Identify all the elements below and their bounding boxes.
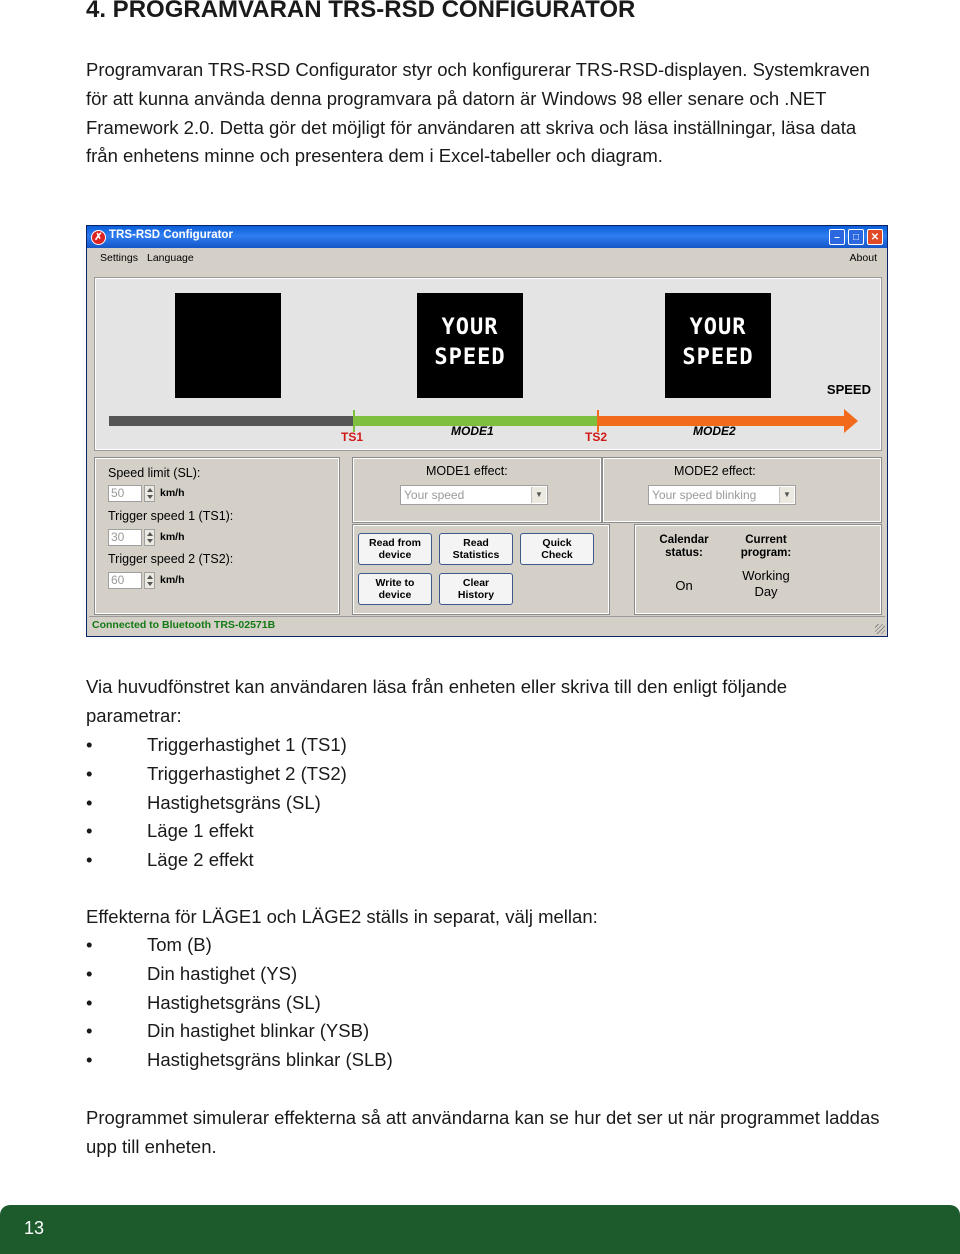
ts2-marker: TS2 [585,430,608,444]
effects-paragraph: Effekterna för LÄGE1 och LÄGE2 ställs in separat, välj mellan: [86,906,598,927]
ts2-spinner[interactable] [144,572,155,589]
speed-axis-label: SPEED [826,382,871,397]
mode2-effect-value: Your speed blinking [652,488,757,502]
bullet-icon: • [86,991,93,1013]
maximize-icon[interactable]: □ [848,229,864,245]
menu-about[interactable]: About [849,252,877,264]
speed-limit-unit: km/h [160,487,185,499]
page-heading: 4. PROGRAMVARAN TRS-RSD CONFIGURATOR [86,0,636,23]
ts1-label: Trigger speed 1 (TS1): [108,509,234,523]
bullet-icon: • [86,849,93,871]
display-text-line1: YOUR [689,315,747,340]
calendar-status-label: Calendar status: [659,534,709,559]
ts1-input[interactable]: 30 [108,529,142,546]
app-window-screenshot [86,225,888,637]
display-text-line2: SPEED [682,345,754,370]
speed-limit-spinner[interactable] [144,485,155,502]
speed-settings-group [95,458,339,614]
effects-list [86,931,393,1075]
speed-bar-below-ts1 [109,416,354,426]
ts2-label: Trigger speed 2 (TS2): [108,552,234,566]
ts1-spinner[interactable] [144,529,155,546]
list-item: • Triggerhastighet 2 (TS2) [86,760,347,789]
bullet-icon: • [86,734,93,755]
write-to-device-button[interactable]: Write to device [358,573,432,605]
speed-limit-input[interactable]: 50 [108,485,142,502]
chevron-down-icon[interactable]: ▼ [779,487,794,503]
current-program-label: Current program: [740,534,792,559]
parameters-list [86,731,347,875]
list-item: • Hastighetsgräns (SL) [86,989,393,1018]
display-preview-blank [175,293,281,398]
bullet-icon: • [86,762,93,784]
current-program-value: Working Day [742,568,790,599]
list-item: • Tom (B) [86,931,393,960]
menu-settings[interactable]: Settings [100,252,138,264]
chevron-down-icon[interactable]: ▼ [531,487,546,503]
status-group [635,525,881,614]
display-preview-mode2 [665,293,771,398]
list-item: • Hastighetsgräns blinkar (SLB) [86,1046,393,1075]
menu-language[interactable]: Language [147,252,194,264]
mode1-effect-value: Your speed [404,488,465,502]
list-item: • Din hastighet blinkar (YSB) [86,1017,393,1046]
intro-paragraph: Programvaran TRS-RSD Configurator styr och konfigurerar TRS-RSD-displayen. Systemkraven för att kunna använda denna programvara på datorn är Windows 98 eller senare och .NET Framework 2.0. Detta gör det möjligt för användaren att skriva och läsa inställningar, läsa data från enhetens minne och presentera dem i Excel-tabeller och diagram. [86,59,870,167]
ts2-unit: km/h [160,574,185,586]
mode2-marker: MODE2 [693,424,736,438]
minimize-icon[interactable]: – [829,229,845,245]
list-item: • Läge 2 effekt [86,846,347,875]
list-item: • Triggerhastighet 1 (TS1) [86,731,347,760]
app-icon: ✗ [91,230,106,245]
app-statusbar: Connected to Bluetooth TRS-02571B [89,616,885,635]
ts2-input[interactable]: 60 [108,572,142,589]
bullet-icon: • [86,1049,93,1071]
bullet-icon: • [86,962,93,984]
display-preview-mode1 [417,293,523,398]
ts1-marker: TS1 [341,430,364,444]
bullet-icon: • [86,1020,93,1042]
bullet-icon: • [86,934,93,955]
calendar-status-value: On [675,578,693,593]
display-text-line2: SPEED [434,345,506,370]
list-item: • Din hastighet (YS) [86,960,393,989]
display-text-line1: YOUR [441,315,499,340]
read-from-device-button[interactable]: Read from device [358,533,432,565]
mode2-effect-select[interactable] [648,485,796,505]
mode1-group [353,458,601,522]
read-statistics-button[interactable]: Read Statistics [439,533,513,565]
resize-grip-icon[interactable] [875,624,885,634]
parameters-paragraph: Via huvudfönstret kan användaren läsa från enheten eller skriva till den enligt följande parametrar: [86,676,788,726]
app-titlebar [87,226,887,248]
bullet-icon: • [86,820,93,842]
ts2-tick [597,410,599,432]
close-icon[interactable]: ✕ [867,229,883,245]
page-number: 13 [24,1218,45,1238]
list-item: • Hastighetsgräns (SL) [86,789,347,818]
mode1-marker: MODE1 [451,424,494,438]
quick-check-button[interactable]: Quick Check [520,533,594,565]
bullet-icon: • [86,791,93,813]
app-menubar [87,248,887,268]
app-title: TRS-RSD Configurator [109,229,233,241]
speed-arrow-icon [844,409,858,433]
mode2-group [603,458,881,522]
clear-history-button[interactable]: Clear History [439,573,513,605]
speed-limit-label: Speed limit (SL): [108,466,201,480]
mode2-effect-label: MODE2 effect: [674,464,756,478]
simulation-paragraph: Programmet simulerar effekterna så att användarna kan se hur det ser ut när programmet laddas upp till enheten. [86,1107,880,1157]
mode1-effect-select[interactable] [400,485,548,505]
footer-bar [0,1205,960,1254]
ts1-unit: km/h [160,531,185,543]
ts1-tick [353,410,355,432]
actions-group [353,525,609,614]
mode1-effect-label: MODE1 effect: [426,464,508,478]
list-item: • Läge 1 effekt [86,817,347,846]
